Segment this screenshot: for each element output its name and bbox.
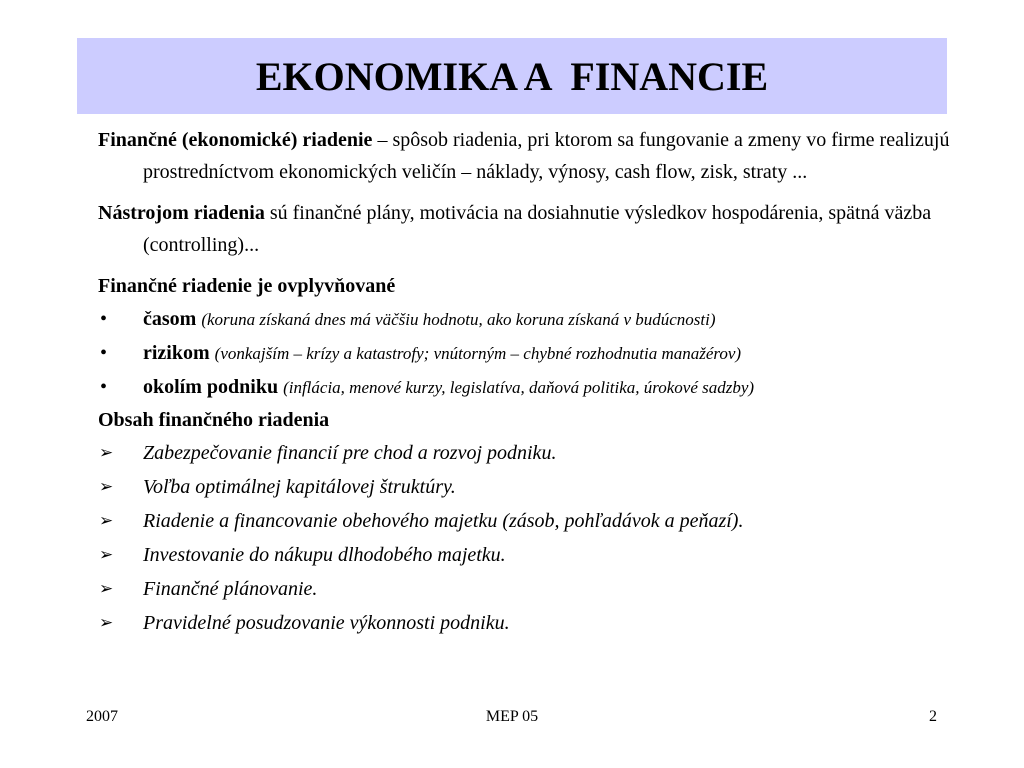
list-item	[98, 470, 978, 504]
arrow-bullet-icon: ➢	[99, 613, 114, 633]
contents-item: Riadenie a financovanie obehového majetku (zásob, pohľadávok a peňazí).	[143, 510, 744, 532]
contents-item: Pravidelné posudzovanie výkonnosti podniku.	[143, 612, 510, 634]
tools-paragraph	[98, 197, 978, 261]
contents-item: Finančné plánovanie.	[143, 578, 318, 600]
title-banner	[77, 38, 947, 114]
list-item	[98, 302, 978, 336]
influence-list	[98, 302, 978, 404]
influence-term: rizikom	[143, 342, 210, 364]
arrow-bullet-icon: ➢	[99, 477, 114, 497]
contents-item: Investovanie do nákupu dlhodobého majetku.	[143, 544, 506, 566]
influence-note: (inflácia, menové kurzy, legislatíva, daňová politika, úrokové sadzby)	[283, 378, 755, 397]
arrow-bullet-icon: ➢	[99, 545, 114, 565]
list-item	[98, 538, 978, 572]
influence-note: (vonkajším – krízy a katastrofy; vnútorným – chybné rozhodnutia manažérov)	[214, 344, 742, 363]
list-item	[98, 606, 978, 640]
influence-term: okolím podniku	[143, 376, 279, 398]
influence-heading: Finančné riadenie je ovplyvňované	[98, 275, 396, 297]
contents-item: Voľba optimálnej kapitálovej štruktúry.	[143, 476, 456, 498]
footer-label: MEP 05	[485, 708, 539, 725]
page-number: 2	[929, 708, 937, 725]
list-item	[98, 370, 978, 404]
definition-text: – spôsob riadenia, pri ktorom sa fungovanie a zmeny vo firme realizujú prostredníctvom ekonomických veličín – náklady, výnosy, cash flow, zisk, straty ...	[143, 129, 950, 183]
tools-text: sú finančné plány, motivácia na dosiahnutie výsledkov hospodárenia, spätná väzba (controlling)...	[143, 202, 932, 256]
list-item	[98, 336, 978, 370]
contents-list	[98, 436, 978, 640]
contents-heading: Obsah finančného riadenia	[98, 409, 330, 431]
slide-content	[98, 124, 978, 640]
bullet-icon: •	[100, 308, 108, 330]
list-item	[98, 504, 978, 538]
influence-term: časom	[143, 308, 197, 330]
contents-item: Zabezpečovanie financií pre chod a rozvoj podniku.	[143, 442, 557, 464]
arrow-bullet-icon: ➢	[99, 443, 114, 463]
bullet-icon: •	[100, 342, 108, 364]
arrow-bullet-icon: ➢	[99, 579, 114, 599]
slide-title: EKONOMIKA A FINANCIE	[255, 53, 769, 99]
footer-year: 2007	[86, 708, 118, 725]
definition-paragraph	[98, 124, 978, 188]
list-item	[98, 572, 978, 606]
bullet-icon: •	[100, 376, 108, 398]
list-item	[98, 436, 978, 470]
arrow-bullet-icon: ➢	[99, 511, 114, 531]
tools-term: Nástrojom riadenia	[98, 202, 265, 224]
definition-term: Finančné (ekonomické) riadenie	[98, 129, 373, 151]
influence-note: (koruna získaná dnes má väčšiu hodnotu, ako koruna získaná v budúcnosti)	[201, 310, 716, 329]
